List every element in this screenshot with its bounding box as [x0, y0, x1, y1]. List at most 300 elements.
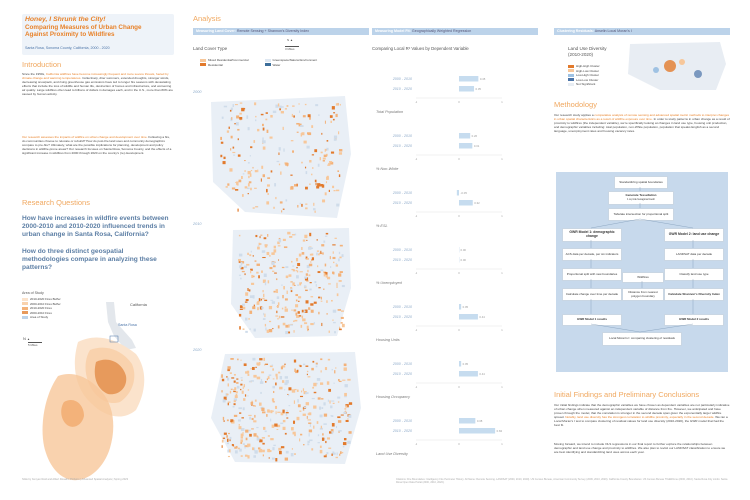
land-cover-pixel: [310, 303, 313, 305]
land-cover-pixel: [294, 360, 296, 363]
land-cover-pixel: [244, 160, 246, 161]
land-cover-pixel: [309, 412, 312, 415]
land-cover-pixel: [285, 266, 288, 268]
study-area-title: Area of Study: [22, 291, 44, 295]
axis-tick-label: 1: [501, 272, 503, 275]
land-cover-pixel: [282, 295, 283, 298]
land-cover-pixel: [264, 274, 267, 277]
land-cover-pixel: [333, 403, 335, 404]
land-cover-pixel: [311, 448, 313, 450]
legend-item: Residential: [200, 63, 249, 68]
land-cover-pixel: [268, 450, 271, 452]
land-cover-pixel: [253, 207, 255, 208]
land-cover-pixel: [261, 379, 262, 382]
land-cover-pixel: [236, 382, 238, 384]
land-cover-pixel: [241, 455, 243, 457]
land-cover-pixel: [224, 433, 227, 435]
land-cover-pixel: [301, 204, 302, 207]
land-cover-pixel: [249, 311, 252, 314]
land-cover-pixel: [330, 115, 333, 118]
series-label: % Unemployed: [376, 281, 402, 285]
land-cover-pixel: [245, 430, 248, 433]
land-cover-pixel: [250, 155, 251, 156]
land-cover-pixel: [272, 458, 275, 460]
land-cover-pixel: [345, 411, 346, 412]
land-cover-pixel: [243, 173, 245, 174]
land-cover-pixel: [258, 275, 260, 278]
land-cover-pixel: [267, 193, 268, 195]
land-cover-pixel: [231, 136, 233, 139]
land-cover-pixel: [248, 193, 249, 194]
land-cover-pixel: [316, 363, 318, 365]
land-cover-pixel: [291, 453, 294, 456]
legend-item: Mixed Residential/Commercial: [200, 58, 249, 63]
findings-paragraph-2: Moving forward, we intend to include OLS regressions in our final report to further explore the relationships between demographic and land use change and proximity to wildfires. We also plan to revisit our LANDSAT classification to ensure we are best identifying and standardizing land uses across each year.: [554, 442, 726, 455]
land-cover-pixel: [308, 422, 311, 424]
flow-calc-change: Calculate change over time per decade: [562, 288, 622, 301]
land-cover-pixel: [286, 417, 288, 418]
land-cover-pixel: [320, 358, 322, 360]
land-cover-pixel: [324, 414, 327, 417]
land-cover-pixel: [322, 199, 325, 202]
land-cover-pixel: [325, 192, 327, 195]
land-cover-pixel: [239, 326, 241, 329]
land-cover-pixel: [291, 309, 292, 310]
land-cover-pixel: [284, 389, 285, 390]
land-cover-pixel: [262, 250, 265, 253]
land-cover-pixel: [339, 381, 342, 382]
land-cover-pixel: [262, 437, 265, 439]
land-cover-pixel: [342, 324, 345, 327]
bar: [459, 143, 472, 149]
land-cover-pixel: [252, 367, 255, 370]
land-cover-pixel: [272, 447, 274, 450]
land-cover-pixel: [307, 326, 309, 329]
series-label: Housing Units: [376, 338, 400, 342]
land-cover-pixel: [272, 328, 273, 329]
land-cover-pixel: [342, 380, 345, 381]
land-cover-pixel: [261, 114, 264, 115]
land-cover-pixel: [247, 288, 248, 291]
methodology-title: Methodology: [554, 100, 597, 109]
land-cover-pixel: [317, 183, 320, 186]
land-cover-pixel: [234, 403, 236, 405]
land-cover-pixel: [279, 164, 280, 166]
land-cover-pixel: [283, 286, 285, 289]
land-cover-pixel: [349, 402, 352, 405]
land-cover-pixel: [291, 186, 294, 189]
land-cover-pixel: [337, 170, 339, 172]
land-cover-pixel: [251, 402, 254, 405]
land-cover-pixel: [248, 127, 250, 130]
land-cover-pixel: [294, 434, 296, 436]
land-cover-pixel: [228, 456, 230, 457]
land-cover-pixel: [272, 425, 275, 428]
land-cover-pixel: [335, 114, 337, 117]
title-block: [22, 14, 174, 55]
land-cover-pixel: [287, 291, 288, 294]
land-cover-pixel: [328, 163, 330, 166]
land-cover-pixel: [246, 115, 248, 118]
research-question-2: How do three distinct geospatial methodologies compare in analyzing these patterns?: [22, 248, 157, 271]
land-cover-pixel: [240, 309, 243, 310]
land-cover-pixel: [298, 301, 300, 302]
land-cover-pixel: [317, 239, 318, 240]
land-cover-pixel: [260, 243, 262, 244]
land-cover-pixel: [315, 104, 318, 106]
land-cover-pixel: [226, 186, 228, 188]
land-cover-pixel: [259, 403, 262, 406]
land-cover-pixel: [272, 398, 274, 401]
study-area-map: [18, 292, 178, 492]
land-cover-pixel: [250, 295, 253, 298]
bar: [459, 86, 474, 92]
land-cover-pixel: [279, 108, 281, 110]
land-cover-pixel: [263, 427, 265, 430]
land-cover-pixel: [314, 281, 316, 283]
legend-item: Not Significant: [568, 82, 600, 87]
land-cover-pixel: [342, 254, 344, 257]
land-cover-pixel: [248, 162, 250, 163]
land-cover-pixel: [338, 273, 341, 276]
land-cover-pixel: [230, 437, 232, 440]
land-cover-pixel: [308, 247, 311, 250]
land-cover-pixel: [256, 272, 258, 274]
land-cover-pixel: [228, 402, 231, 403]
land-cover-pixel: [289, 274, 292, 276]
flow-gwr1-results: GWR Model 1 results: [562, 314, 622, 326]
land-cover-pixel: [241, 435, 242, 436]
land-cover-pixel: [332, 244, 335, 245]
land-cover-pixel: [316, 284, 317, 287]
land-cover-pixel: [235, 395, 238, 398]
land-cover-pixel: [262, 450, 265, 453]
land-cover-pixel: [342, 452, 344, 453]
land-cover-pixel: [314, 211, 315, 213]
land-cover-pixel: [299, 315, 301, 316]
land-cover-pixel: [227, 419, 229, 421]
land-cover-pixel: [237, 359, 238, 361]
land-cover-pixel: [344, 396, 347, 397]
land-cover-pixel: [344, 393, 347, 396]
bar-value-label: 0.05: [462, 362, 469, 366]
land-cover-pixel: [238, 419, 241, 421]
axis-tick-label: 0: [458, 101, 460, 104]
land-cover-pixel: [286, 451, 289, 454]
land-cover-pixel: [329, 190, 330, 192]
land-cover-pixel: [269, 329, 272, 332]
land-cover-pixel: [261, 178, 262, 181]
land-cover-pixel: [313, 406, 316, 409]
land-cover-pixel: [267, 184, 270, 186]
land-cover-pixel: [323, 158, 326, 160]
land-cover-pixel: [264, 237, 267, 239]
land-cover-pixel: [253, 255, 254, 256]
land-cover-pixel: [230, 372, 232, 374]
land-cover-pixel: [343, 412, 346, 414]
land-cover-pixel: [328, 448, 331, 449]
legend-item: Greenspace/Natural Environment: [265, 58, 318, 63]
bar: [459, 304, 461, 310]
land-cover-pixel: [257, 247, 260, 250]
land-cover-pixel: [253, 405, 255, 406]
land-cover-pixel: [249, 328, 250, 329]
land-cover-pixel: [300, 396, 303, 397]
land-cover-pixel: [325, 441, 326, 443]
axis-tick-label: 1: [501, 386, 503, 389]
land-cover-pixel: [228, 433, 230, 434]
land-cover-pixel: [272, 365, 273, 366]
land-cover-pixel: [301, 247, 302, 250]
land-cover-pixel: [263, 313, 264, 315]
land-cover-pixel: [304, 407, 307, 409]
land-cover-pixel: [318, 253, 320, 255]
chart-title: Comparing Local R² Values by Dependent Variable: [372, 46, 469, 51]
land-cover-pixel: [241, 377, 243, 378]
land-cover-pixel: [227, 443, 229, 445]
santa-rosa-label: Santa Rosa: [118, 323, 137, 327]
land-cover-pixel: [251, 380, 254, 382]
land-cover-pixel: [273, 401, 275, 402]
land-cover-pixel: [247, 444, 250, 447]
land-cover-pixel: [243, 407, 245, 410]
land-cover-pixel: [272, 386, 275, 388]
land-cover-pixel: [320, 157, 321, 160]
land-cover-pixel: [235, 189, 238, 191]
flow-gwr2: GWR Model 2: land use change: [664, 228, 724, 242]
findings-title: Initial Findings and Preliminary Conclusions: [554, 390, 700, 399]
land-cover-pixel: [222, 117, 224, 119]
land-cover-pixel: [227, 439, 229, 442]
land-cover-pixel: [265, 364, 268, 365]
land-cover-pixel: [291, 427, 294, 430]
land-cover-pixel: [278, 259, 279, 260]
land-cover-pixel: [265, 431, 267, 433]
bar-category-label: 2010 - 2020: [392, 144, 412, 148]
moran-title: Land Use Diversity (2010-2020): [568, 46, 607, 57]
axis-tick-label: 1: [501, 158, 503, 161]
land-cover-pixel: [321, 297, 322, 300]
axis-tick-label: -1: [414, 386, 418, 389]
study-scale-bar: 5 Miles: [28, 342, 42, 347]
land-cover-pixel: [304, 322, 307, 324]
land-cover-pixel: [234, 123, 236, 124]
series-label: Housing Occupancy: [376, 395, 410, 399]
land-cover-pixel: [328, 283, 331, 284]
land-cover-pixel: [318, 397, 321, 399]
land-cover-pixel: [255, 206, 258, 207]
land-cover-pixel: [261, 307, 263, 309]
land-cover-pixel: [233, 391, 236, 392]
land-cover-pixel: [340, 245, 343, 247]
land-cover-pixel: [249, 289, 251, 291]
land-cover-pixel: [303, 388, 304, 391]
land-cover-pixel: [239, 424, 240, 425]
land-cover-pixel: [292, 282, 294, 285]
land-cover-pixel: [306, 402, 309, 405]
land-cover-pixel: [242, 271, 245, 272]
land-cover-pixel: [319, 407, 321, 410]
land-cover-pixel: [244, 266, 247, 268]
land-cover-pixel: [285, 325, 288, 328]
land-cover-pixel: [290, 287, 292, 289]
bar-category-label: 2010 - 2020: [392, 315, 412, 319]
land-cover-pixel: [327, 277, 330, 280]
land-cover-pixel: [341, 310, 344, 311]
flow-classify: Classify land use type: [664, 268, 724, 281]
land-cover-pixel: [309, 289, 311, 291]
axis-tick-label: 0: [458, 386, 460, 389]
land-cover-pixel: [314, 149, 317, 152]
analysis-scale-bar: 3 Miles: [285, 46, 299, 51]
land-cover-pixel: [336, 457, 338, 458]
land-cover-pixel: [333, 112, 335, 113]
land-cover-pixel: [246, 438, 248, 441]
land-cover-pixel: [246, 264, 249, 266]
land-cover-pixel: [244, 384, 245, 387]
land-cover-pixel: [235, 104, 238, 105]
legend-item: 2000-2010 Fires Buffer: [22, 302, 61, 307]
land-cover-pixel: [310, 296, 313, 297]
land-cover-pixel: [318, 312, 319, 314]
land-cover-pixel: [344, 364, 347, 367]
axis-tick-label: -1: [414, 158, 418, 161]
land-cover-pixel: [252, 447, 254, 450]
legend-item: Water: [265, 63, 318, 68]
land-cover-pixel: [285, 307, 287, 309]
land-cover-pixel: [269, 457, 270, 458]
land-cover-pixel: [331, 415, 333, 416]
land-cover-pixel: [274, 273, 277, 274]
land-cover-pixel: [274, 246, 276, 249]
land-cover-pixel: [311, 253, 313, 255]
land-cover-pixel: [283, 148, 284, 151]
land-cover-pixel: [254, 329, 256, 332]
land-cover-pixel: [251, 251, 252, 253]
land-cover-pixel: [276, 278, 277, 280]
land-cover-pixel: [263, 358, 265, 361]
land-cover-pixel: [265, 327, 266, 330]
land-cover-map-2000: [205, 92, 355, 222]
land-cover-pixel: [321, 323, 322, 326]
land-cover-pixel: [298, 404, 301, 407]
axis-tick-label: 1: [501, 215, 503, 218]
land-cover-pixel: [337, 293, 339, 296]
land-cover-pixel: [228, 383, 229, 386]
land-cover-pixel: [240, 102, 243, 103]
land-cover-pixel: [284, 382, 287, 385]
land-cover-pixel: [323, 240, 325, 242]
land-cover-pixel: [278, 448, 281, 451]
land-cover-pixel: [292, 114, 293, 117]
land-cover-pixel: [253, 420, 256, 422]
land-cover-pixel: [306, 240, 307, 241]
land-cover-pixel: [323, 289, 324, 290]
land-cover-pixel: [223, 157, 225, 159]
bar: [459, 200, 473, 206]
land-cover-pixel: [297, 370, 299, 373]
land-cover-pixel: [244, 445, 247, 446]
land-cover-pixel: [304, 311, 306, 313]
land-cover-pixel: [278, 152, 279, 155]
land-cover-pixel: [321, 398, 323, 399]
land-cover-pixel: [231, 389, 233, 390]
land-cover-pixel: [255, 170, 257, 172]
land-cover-pixel: [221, 142, 223, 144]
land-cover-pixel: [331, 152, 334, 154]
land-cover-pixel: [311, 368, 314, 370]
land-cover-pixel: [333, 251, 334, 253]
moran-map: [620, 40, 730, 92]
land-cover-pixel: [261, 270, 263, 272]
land-cover-pixel: [336, 264, 338, 266]
land-cover-pixel: [335, 238, 337, 239]
land-cover-pixel: [299, 438, 300, 441]
series-label: % Non-White: [376, 167, 399, 171]
bar-category-label: 2010 - 2020: [392, 201, 412, 205]
land-cover-pixel: [312, 154, 314, 155]
land-cover-pixel: [308, 376, 311, 377]
land-cover-pixel: [270, 115, 272, 118]
land-cover-pixel: [281, 316, 284, 317]
land-cover-pixel: [318, 287, 320, 288]
land-cover-pixel: [236, 446, 238, 448]
land-cover-pixel: [294, 453, 296, 455]
land-cover-pixel: [331, 400, 334, 401]
flow-standardize: Standardizing spatial boundaries: [614, 176, 668, 189]
land-cover-pixel: [309, 117, 311, 120]
land-cover-pixel: [250, 173, 252, 176]
land-cover-pixel: [298, 296, 301, 298]
land-cover-pixel: [240, 360, 241, 361]
land-cover-title: Land Cover Type: [193, 46, 228, 51]
land-cover-pixel: [241, 262, 243, 265]
land-cover-pixel: [341, 322, 343, 323]
axis-tick-label: 0: [458, 329, 460, 332]
land-cover-pixel: [339, 149, 342, 151]
land-cover-pixel: [322, 252, 323, 254]
land-cover-pixel: [259, 298, 261, 301]
land-cover-pixel: [277, 412, 280, 413]
land-cover-pixel: [255, 367, 256, 368]
land-cover-pixel: [245, 292, 248, 295]
land-cover-pixel: [244, 170, 245, 172]
land-cover-pixel: [251, 283, 254, 285]
flow-tessellation: Generate Tessellation 1 sq mile hexagonal mesh: [608, 191, 674, 205]
compass-icon: N ▲: [23, 336, 30, 341]
land-cover-pixel: [276, 306, 279, 307]
legend-item: 2000-2010 Fires: [22, 311, 61, 316]
land-cover-pixel: [293, 330, 294, 333]
land-cover-pixel: [233, 155, 235, 156]
land-cover-tag: Measuring Land Cover: Remote Sensing + Shannon's Diversity Index: [193, 28, 369, 35]
land-cover-pixel: [242, 194, 244, 197]
bar: [459, 371, 478, 377]
land-cover-pixel: [248, 318, 249, 320]
land-cover-pixel: [230, 358, 233, 360]
land-cover-pixel: [257, 307, 259, 310]
land-cover-pixel: [222, 445, 223, 448]
land-cover-pixel: [285, 163, 288, 166]
land-cover-pixel: [273, 291, 275, 293]
land-cover-pixel: [290, 175, 292, 176]
land-cover-pixel: [238, 138, 239, 140]
land-cover-pixel: [239, 412, 241, 413]
land-cover-pixel: [273, 111, 276, 113]
land-cover-pixel: [282, 106, 284, 107]
land-cover-pixel: [263, 174, 265, 177]
land-cover-pixel: [258, 245, 259, 247]
